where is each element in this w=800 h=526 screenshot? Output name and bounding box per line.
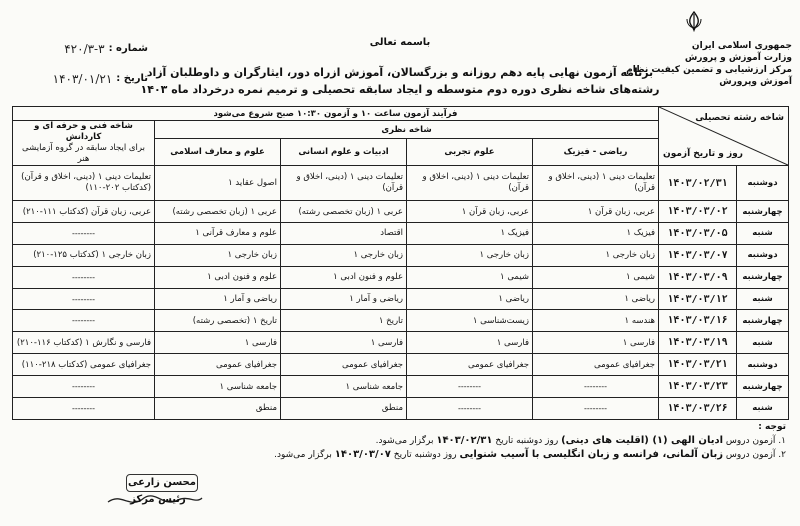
subject-cell: -------- xyxy=(13,288,155,310)
exam-date: ۱۴۰۳/۰۳/۲۱ xyxy=(659,354,737,376)
subject-cell: -------- xyxy=(13,310,155,332)
table-row xyxy=(13,222,789,244)
subject-cell: اقتصاد xyxy=(281,222,407,244)
notes-heading: توجه : xyxy=(758,422,786,432)
subject-cell: تعلیمات دینی ۱ (دینی، اخلاق و قرآن) xyxy=(407,166,533,201)
table-row xyxy=(13,310,789,332)
subject-cell: عربی ۱ (زبان تخصصی رشته) xyxy=(281,201,407,223)
exam-day: شنبه xyxy=(737,288,789,310)
subject-cell: فارسی ۱ xyxy=(407,332,533,354)
subject-cell: تعلیمات دینی ۱ (دینی، اخلاق و قرآن) (کدکتاب ۲۰۲-۱۱۰) xyxy=(13,166,155,201)
subject-cell: عربی، زبان قرآن ۱ xyxy=(533,201,659,223)
voc-header-title: شاخه فنی و حرفه ای و کاردانش xyxy=(34,121,133,143)
note-item-1 xyxy=(26,434,786,448)
subject-cell: هندسه ۱ xyxy=(533,310,659,332)
subject-cell: عربی ۱ (زبان تخصصی رشته) xyxy=(155,201,281,223)
subject-cell: علوم و فنون ادبی ۱ xyxy=(155,266,281,288)
title-line-2: رشته‌های شاخه نظری دوره دوم متوسطه و ایجاد سابقه تحصیلی و ترمیم نمره درخرداد ماه ۱۴۰۳ xyxy=(140,83,660,96)
subject-cell: جغرافیای عمومی xyxy=(533,354,659,376)
column-humanities: ادبیات و علوم انسانی xyxy=(281,139,407,166)
exam-date: ۱۴۰۳/۰۳/۱۲ xyxy=(659,288,737,310)
subject-cell: زبان خارجی ۱ xyxy=(281,244,407,266)
subject-cell: زبان خارجی ۱ xyxy=(533,244,659,266)
exam-date: ۱۴۰۳/۰۳/۲۶ xyxy=(659,397,737,419)
subject-cell: ریاضی ۱ xyxy=(407,288,533,310)
subject-cell: شیمی ۱ xyxy=(407,266,533,288)
note-text: آزمون دروس xyxy=(725,436,776,446)
subject-cell: ریاضی ۱ xyxy=(533,288,659,310)
exam-date: ۱۴۰۳/۰۳/۲۳ xyxy=(659,376,737,398)
number-label: شماره : xyxy=(108,43,148,54)
exam-date: ۱۴۰۳/۰۳/۰۲ xyxy=(659,201,737,223)
subject-cell: فارسی ۱ xyxy=(155,332,281,354)
subject-cell: تاریخ ۱ xyxy=(281,310,407,332)
subject-cell: فارسی و نگارش ۱ (کدکتاب ۱۱۶-۲۱۰) xyxy=(13,332,155,354)
subject-cell: جغرافیای عمومی xyxy=(155,354,281,376)
exam-date: ۱۴۰۳/۰۳/۰۵ xyxy=(659,222,737,244)
exam-date: ۱۴۰۳/۰۳/۱۹ xyxy=(659,332,737,354)
note-item-2 xyxy=(26,448,786,462)
ministry-line-2: وزارت آموزش و پرورش xyxy=(684,53,792,63)
document-title xyxy=(100,64,700,98)
date-label: تاریخ : xyxy=(116,73,148,84)
iran-emblem-icon xyxy=(683,10,705,32)
subject-cell: شیمی ۱ xyxy=(533,266,659,288)
subject-cell: ریاضی و آمار ۱ xyxy=(281,288,407,310)
note-text: روز دوشنبه تاریخ xyxy=(393,450,457,460)
subject-cell: -------- xyxy=(533,397,659,419)
table-row xyxy=(13,288,789,310)
subject-cell: جغرافیای عمومی xyxy=(407,354,533,376)
subject-cell: -------- xyxy=(13,222,155,244)
exam-day: دوشنبه xyxy=(737,244,789,266)
exam-day: شنبه xyxy=(737,332,789,354)
note-subject: زبان آلمانی، فرانسه و زبان انگلیسی با آسیب شنوایی xyxy=(459,449,724,460)
subject-cell: زبان خارجی ۱ xyxy=(155,244,281,266)
subject-cell: زیست‌شناسی ۱ xyxy=(407,310,533,332)
subject-cell: فیزیک ۱ xyxy=(407,222,533,244)
day-date-header: روز و تاریخ آزمون xyxy=(663,149,743,160)
note-text: برگزار می‌شود. xyxy=(375,436,434,446)
ministry-line-1: جمهوری اسلامی ایران xyxy=(691,41,792,51)
subject-cell: -------- xyxy=(407,397,533,419)
exam-date: ۱۴۰۳/۰۳/۰۹ xyxy=(659,266,737,288)
subject-cell: عربی، زبان قرآن (کدکتاب ۱۱۱-۲۱۰) xyxy=(13,201,155,223)
table-row xyxy=(13,244,789,266)
subject-cell: تاریخ ۱ (تخصصی رشته) xyxy=(155,310,281,332)
subject-cell: جغرافیای عمومی (کدکتاب ۲۱۸-۱۱۰) xyxy=(13,354,155,376)
note-date: ۱۴۰۳/۰۳/۰۷ xyxy=(334,449,391,460)
subject-cell: جغرافیای عمومی xyxy=(281,354,407,376)
branch-date-header xyxy=(659,107,789,166)
note-subject: ادیان الهی (۱) (اقلیت های دینی) xyxy=(561,435,724,446)
notes-section xyxy=(26,420,786,462)
subject-cell: اصول عقاید ۱ xyxy=(155,166,281,201)
subject-cell: فارسی ۱ xyxy=(533,332,659,354)
exam-schedule-table xyxy=(12,106,789,420)
letter-number xyxy=(8,34,148,64)
exam-day: چهارشنبه xyxy=(737,266,789,288)
subject-cell: جامعه شناسی ۱ xyxy=(155,376,281,398)
column-islamic: علوم و معارف اسلامی xyxy=(155,139,281,166)
basmala: باسمه تعالی xyxy=(369,37,431,48)
ministry-line-3: مرکز ارزشیابی و تضمین کیفیت نظام آموزش وپرورش xyxy=(626,65,792,87)
branch-header: شاخه رشته تحصیلی xyxy=(695,113,785,123)
theory-header: شاخه نظری xyxy=(155,121,659,139)
exam-day: دوشنبه xyxy=(737,166,789,201)
column-math: ریاضی - فیزیک xyxy=(533,139,659,166)
subject-cell: زبان خارجی ۱ xyxy=(407,244,533,266)
process-header: فرآیند آزمون ساعت ۱۰ و آزمون ۱۰:۳۰ صبح شروع می‌شود xyxy=(13,107,659,121)
table-header-row xyxy=(13,107,789,121)
subject-cell: زبان خارجی ۱ (کدکتاب ۱۲۵-۲۱۰) xyxy=(13,244,155,266)
signer-name: محسن زارعی xyxy=(126,474,198,492)
subject-cell: ریاضی و آمار ۱ xyxy=(155,288,281,310)
exam-day: شنبه xyxy=(737,222,789,244)
column-science: علوم تجربی xyxy=(407,139,533,166)
subject-cell: فارسی ۱ xyxy=(281,332,407,354)
subject-cell: عربی، زبان قرآن ۱ xyxy=(407,201,533,223)
exam-date: ۱۴۰۳/۰۲/۳۱ xyxy=(659,166,737,201)
subject-cell: تعلیمات دینی ۱ (دینی، اخلاق و قرآن) xyxy=(533,166,659,201)
title-line-1: برنامه آزمون نهایی پایه دهم روزانه و بزرگسالان، آموزش ازراه دور، ایثارگران و داوطلبان آزاد xyxy=(146,66,654,79)
note-text: آزمون دروس xyxy=(725,450,776,460)
subject-cell: علوم و معارف قرآنی ۱ xyxy=(155,222,281,244)
exam-day: دوشنبه xyxy=(737,354,789,376)
exam-date: ۱۴۰۳/۰۳/۰۷ xyxy=(659,244,737,266)
signer-title: رئیس مرکز xyxy=(130,494,186,505)
number-value: ۴۲۰/۳-۳ xyxy=(64,42,105,56)
voc-header-sub: برای ایجاد سابقه در گروه آزمایشی هنر xyxy=(22,143,145,165)
subject-cell: منطق xyxy=(281,397,407,419)
table-row xyxy=(13,166,789,201)
exam-day: چهارشنبه xyxy=(737,201,789,223)
table-row xyxy=(13,266,789,288)
table-row xyxy=(13,354,789,376)
subject-cell: علوم و فنون ادبی ۱ xyxy=(281,266,407,288)
exam-day: چهارشنبه xyxy=(737,310,789,332)
note-date: ۱۴۰۳/۰۲/۳۱ xyxy=(436,435,493,446)
subject-cell: جامعه شناسی ۱ xyxy=(281,376,407,398)
subject-cell: -------- xyxy=(533,376,659,398)
table-body xyxy=(13,166,789,420)
table-row xyxy=(13,397,789,419)
voc-header xyxy=(13,121,155,166)
note-text: روز دوشنبه تاریخ xyxy=(495,436,559,446)
date-value: ۱۴۰۳/۰۱/۲۱ xyxy=(52,72,113,86)
subject-cell: تعلیمات دینی ۱ (دینی، اخلاق و قرآن) xyxy=(281,166,407,201)
subject-cell: منطق xyxy=(155,397,281,419)
note-number: ۲. xyxy=(778,450,786,460)
table-row xyxy=(13,201,789,223)
note-number: ۱. xyxy=(778,436,786,446)
subject-cell: -------- xyxy=(407,376,533,398)
exam-date: ۱۴۰۳/۰۳/۱۶ xyxy=(659,310,737,332)
exam-day: شنبه xyxy=(737,397,789,419)
table-row xyxy=(13,332,789,354)
subject-cell: -------- xyxy=(13,397,155,419)
table-row xyxy=(13,376,789,398)
subject-cell: -------- xyxy=(13,376,155,398)
note-text: برگزار می‌شود. xyxy=(274,450,332,460)
subject-cell: -------- xyxy=(13,266,155,288)
exam-day: چهارشنبه xyxy=(737,376,789,398)
subject-cell: فیزیک ۱ xyxy=(533,222,659,244)
